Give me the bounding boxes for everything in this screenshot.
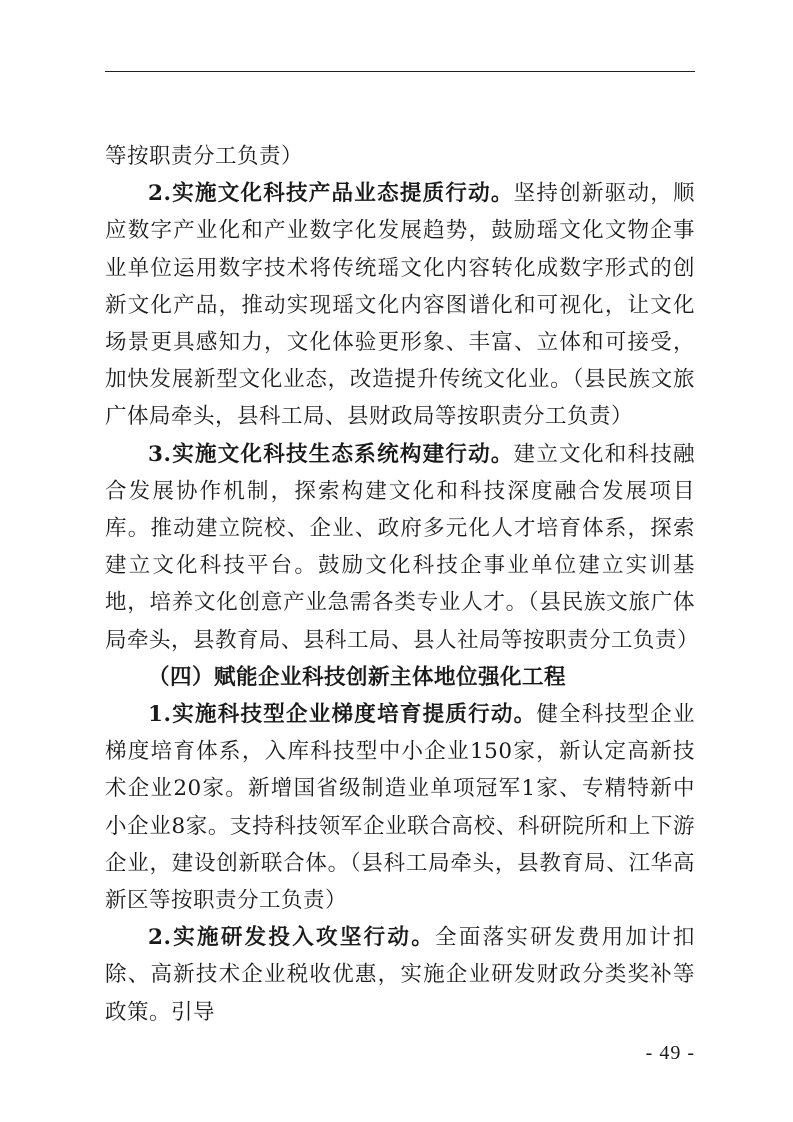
item-lead-title: 2.实施文化科技产品业态提质行动。 <box>148 181 514 207</box>
paragraph-item-2-rd-investment <box>105 919 695 1031</box>
item-body-text: 全面落实研发费用加计扣除、高新技术企业税收优惠，实施企业研发财政分类奖补等政策。引导 <box>105 925 695 1025</box>
item-body-text: 建立文化和科技融合发展协作机制，探索构建文化和科技深度融合发展项目库。推动建立院校、企业、政府多元化人才培育体系，探索建立文化科技平台。鼓励文化科技企事业单位建立实训基地，培养文化创意产业急需各类专业人才。（县民族文旅广体局牵头，县教育局、县科工局、县人社局等按职责分工负责） <box>105 441 700 653</box>
item-lead-title: 3.实施文化科技生态系统构建行动。 <box>148 441 514 467</box>
section-heading-4: （四）赋能企业科技创新主体地位强化工程 <box>148 664 567 690</box>
page-number: - 49 - <box>645 1042 695 1064</box>
paragraph-item-1-enterprise-cultivation <box>105 696 695 919</box>
paragraph-continuation: 等按职责分工负责） <box>105 144 304 169</box>
document-body <box>105 138 700 1031</box>
item-lead-title: 1.实施科技型企业梯度培育提质行动。 <box>148 702 537 728</box>
item-body-text: 健全科技型企业梯度培育体系，入库科技型中小企业150家，新认定高新技术企业20家。新增国省级制造业单项冠军1家、专精特新中小企业8家。支持科技领军企业联合高校、科研院所和上下游企业，建设创新联合体。（县科工局牵头，县教育局、江华高新区等按职责分工负责） <box>105 702 695 914</box>
item-lead-title: 2.实施研发投入攻坚行动。 <box>148 925 436 951</box>
paragraph-item-2-product-upgrade <box>105 175 695 435</box>
header-rule <box>105 71 695 72</box>
item-body-text: 坚持创新驱动，顺应数字产业化和产业数字化发展趋势，鼓励瑶文化文物企事业单位运用数字技术将传统瑶文化内容转化成数字形式的创新文化产品，推动实现瑶文化内容图谱化和可视化，让文化场景更具感知力，文化体验更形象、丰富、立体和可接受，加快发展新型文化业态，改造提升传统文化业。（县民族文旅广体局牵头，县科工局、县财政局等按职责分工负责） <box>105 181 695 430</box>
paragraph-item-3-ecosystem <box>105 436 700 659</box>
